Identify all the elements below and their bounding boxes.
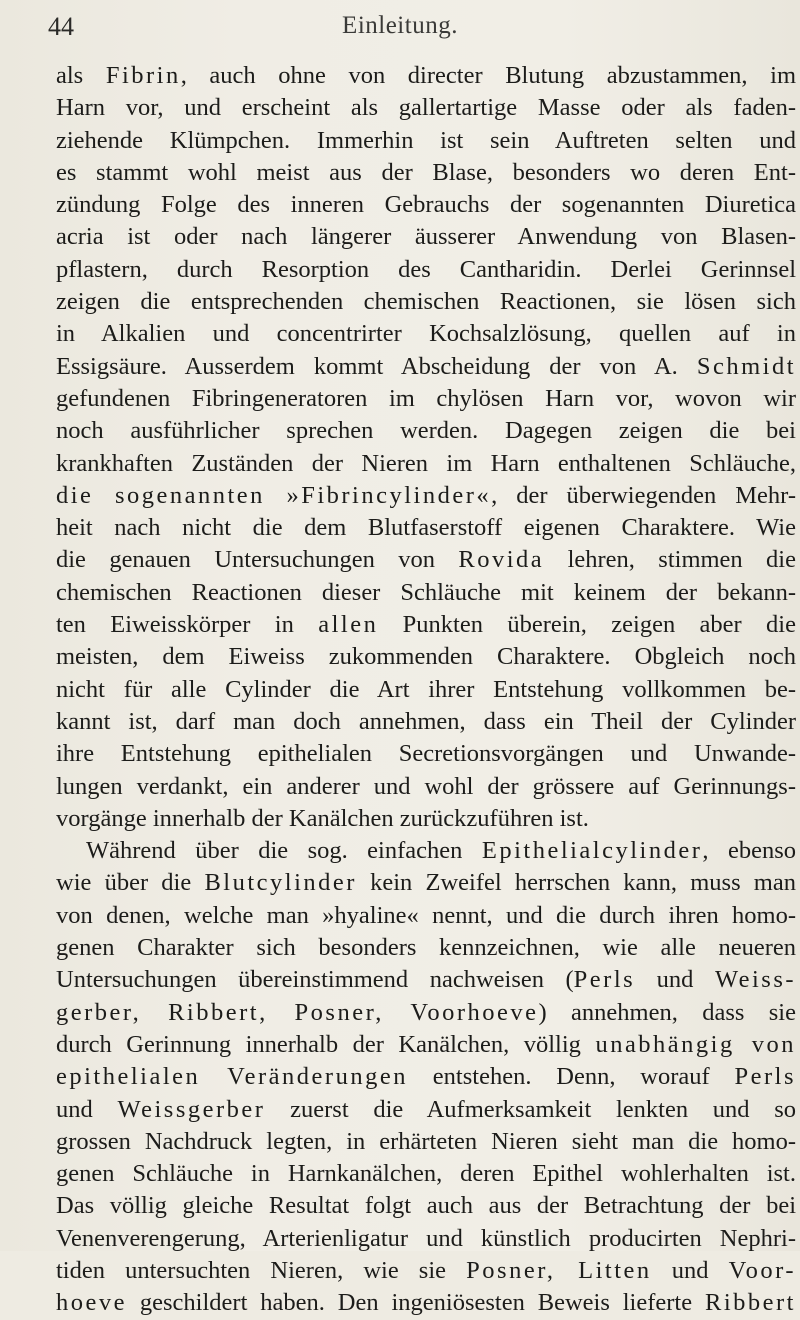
spaced-emphasis-text: allen <box>318 611 379 639</box>
text-segment: acria ist oder nach längerer äusserer Anwendung von Blasen- <box>56 223 796 251</box>
text-line <box>56 1287 796 1319</box>
text-segment: pflastern, durch Resorption des Cantharidin. Derlei Gerinnsel <box>56 255 796 283</box>
text-line <box>56 415 796 447</box>
text-segment: zündung Folge des inneren Gebrauchs der sogenannten Diuretica <box>56 191 796 219</box>
text-line <box>56 286 796 318</box>
text-segment: zuerst die Aufmerksamkeit lenkten und so <box>265 1095 796 1123</box>
text-line <box>56 92 796 124</box>
text-line <box>56 577 796 609</box>
text-line <box>56 544 796 576</box>
text-line <box>56 997 796 1029</box>
spaced-emphasis-text: Voor- <box>728 1256 796 1284</box>
spaced-emphasis-text: Weissgerber <box>117 1095 266 1123</box>
text-segment: lehren, stimmen die <box>544 546 796 574</box>
running-head: Einleitung. <box>342 12 458 39</box>
text-line <box>56 1029 796 1061</box>
text-line <box>56 157 796 189</box>
text-segment: es stammt wohl meist aus der Blase, besonders wo deren Ent- <box>56 158 796 186</box>
text-line <box>56 512 796 544</box>
text-segment: krankhaften Zuständen der Nieren im Harn enthaltenen Schläuche, <box>56 449 796 477</box>
spaced-emphasis-text: Schmidt <box>696 352 796 380</box>
text-line <box>56 641 796 673</box>
spaced-emphasis-text: Perls <box>573 966 636 994</box>
text-line <box>56 803 796 835</box>
text-segment: wie über die <box>56 869 205 897</box>
text-segment: die genauen Untersuchungen von <box>56 546 459 574</box>
spaced-emphasis-text: Posner, Litten <box>466 1256 652 1284</box>
text-line <box>56 1255 796 1287</box>
text-segment: und <box>651 1256 729 1284</box>
spaced-emphasis-text: Weiss- <box>714 966 797 994</box>
spaced-emphasis-text: Ribbert <box>705 1289 796 1317</box>
text-segment: ziehende Klümpchen. Immerhin ist sein Auftreten selten und <box>56 126 796 154</box>
text-segment: und <box>635 966 715 994</box>
text-line <box>56 480 796 512</box>
text-line <box>56 189 796 221</box>
spaced-emphasis-text: die sogenannten »Fibrincylinder« <box>56 481 492 509</box>
text-segment: ten Eiweisskörper in <box>56 611 319 639</box>
text-segment: gefundenen Fibringeneratoren im chylösen Harn vor, wovon wir <box>56 384 796 412</box>
text-line <box>56 351 796 383</box>
text-line <box>56 674 796 706</box>
text-line <box>56 60 796 92</box>
text-segment: , der überwiegenden Mehr- <box>491 481 796 509</box>
text-segment: geschildert haben. Den ingeniösesten Beweis lieferte <box>127 1289 705 1317</box>
text-segment: zeigen die entsprechenden chemischen Reactionen, sie lösen sich <box>56 288 796 316</box>
text-segment: ihre Entstehung epithelialen Secretionsvorgängen und Unwande- <box>56 740 796 768</box>
text-line <box>56 771 796 803</box>
text-segment: nicht für alle Cylinder die Art ihrer Entstehung vollkommen be- <box>56 675 796 703</box>
text-segment: Punkten überein, zeigen aber die <box>378 611 796 639</box>
text-segment: grossen Nachdruck legten, in erhärteten Nieren sieht man die homo- <box>56 1127 796 1155</box>
text-segment: von denen, welche man »hyaline« nennt, und die durch ihren homo- <box>56 901 796 929</box>
text-line <box>56 125 796 157</box>
text-segment: in Alkalien und concentrirter Kochsalzlösung, quellen auf in <box>56 320 796 348</box>
text-segment: meisten, dem Eiweiss zukommenden Charaktere. Obgleich noch <box>56 643 796 671</box>
text-segment: Venenverengerung, Arterienligatur und künstlich producirten Nephri- <box>56 1224 796 1252</box>
text-line <box>56 900 796 932</box>
text-line <box>56 835 796 867</box>
text-line <box>56 221 796 253</box>
text-line <box>56 964 796 996</box>
text-line <box>56 1061 796 1093</box>
text-segment: lungen verdankt, ein anderer und wohl der grössere auf Gerinnungs- <box>56 772 796 800</box>
spaced-emphasis-text: Rovida <box>458 546 545 574</box>
page-number: 44 <box>48 12 74 41</box>
spaced-emphasis-text: hoeve <box>56 1289 127 1317</box>
text-segment: kein Zweifel herrschen kann, muss man <box>356 869 796 897</box>
text-segment: Harn vor, und erscheint als gallertartige Masse oder als faden- <box>56 94 796 122</box>
text-segment: noch ausführlicher sprechen werden. Dagegen zeigen die bei <box>56 417 796 445</box>
text-segment: genen Schläuche in Harnkanälchen, deren Epithel wohlerhalten ist. <box>56 1160 796 1188</box>
text-line <box>56 1126 796 1158</box>
text-line <box>56 738 796 770</box>
text-segment: , ebenso <box>702 837 796 865</box>
text-segment: vorgänge innerhalb der Kanälchen zurückzuführen ist. <box>56 804 589 832</box>
text-line <box>56 318 796 350</box>
text-segment: ) annehmen, dass sie <box>538 998 796 1026</box>
text-segment: Untersuchungen übereinstimmend nachweisen ( <box>56 966 574 994</box>
spaced-emphasis-text: gerber, Ribbert, Posner, Voorhoeve <box>56 998 539 1026</box>
text-segment: , auch ohne von directer Blutung abzustammen, im <box>180 62 797 89</box>
text-segment: Während über die sog. einfachen <box>86 837 482 865</box>
text-segment: Essigsäure. Ausserdem kommt Abscheidung der von A. <box>56 352 697 380</box>
text-line <box>56 254 796 286</box>
text-line <box>56 1223 796 1255</box>
text-line <box>56 448 796 480</box>
text-line <box>56 867 796 899</box>
text-segment: heit nach nicht die dem Blutfaserstoff eigenen Charaktere. Wie <box>56 514 796 542</box>
text-segment: chemischen Reactionen dieser Schläuche mit keinem der bekann- <box>56 578 796 606</box>
body-text <box>56 60 796 1320</box>
text-segment: genen Charakter sich besonders kennzeichnen, wie alle neueren <box>56 934 796 962</box>
text-segment: entstehen. Denn, worauf <box>407 1063 735 1091</box>
spaced-emphasis-text: Fibrin <box>105 62 181 89</box>
text-line <box>56 383 796 415</box>
text-segment: kannt ist, darf man doch annehmen, dass ein Theil der Cylinder <box>56 707 796 735</box>
spaced-emphasis-text: Blutcylinder <box>204 869 357 897</box>
text-segment: als <box>56 62 106 89</box>
text-line <box>56 932 796 964</box>
text-segment: tiden untersuchten Nieren, wie sie <box>56 1256 467 1284</box>
text-segment: durch Gerinnung innerhalb der Kanälchen, völlig <box>56 1030 596 1058</box>
spaced-emphasis-text: Perls <box>734 1063 796 1091</box>
text-line <box>56 1190 796 1222</box>
text-line <box>56 609 796 641</box>
text-segment: und <box>56 1095 118 1123</box>
text-line <box>56 1158 796 1190</box>
spaced-emphasis-text: Epithelialcylinder <box>481 837 703 865</box>
text-line <box>56 706 796 738</box>
text-line <box>56 1094 796 1126</box>
text-segment: Das völlig gleiche Resultat folgt auch aus der Betrachtung der bei <box>56 1192 796 1220</box>
spaced-emphasis-text: unabhängig von <box>595 1030 796 1058</box>
spaced-emphasis-text: epithelialen Veränderungen <box>56 1063 408 1091</box>
